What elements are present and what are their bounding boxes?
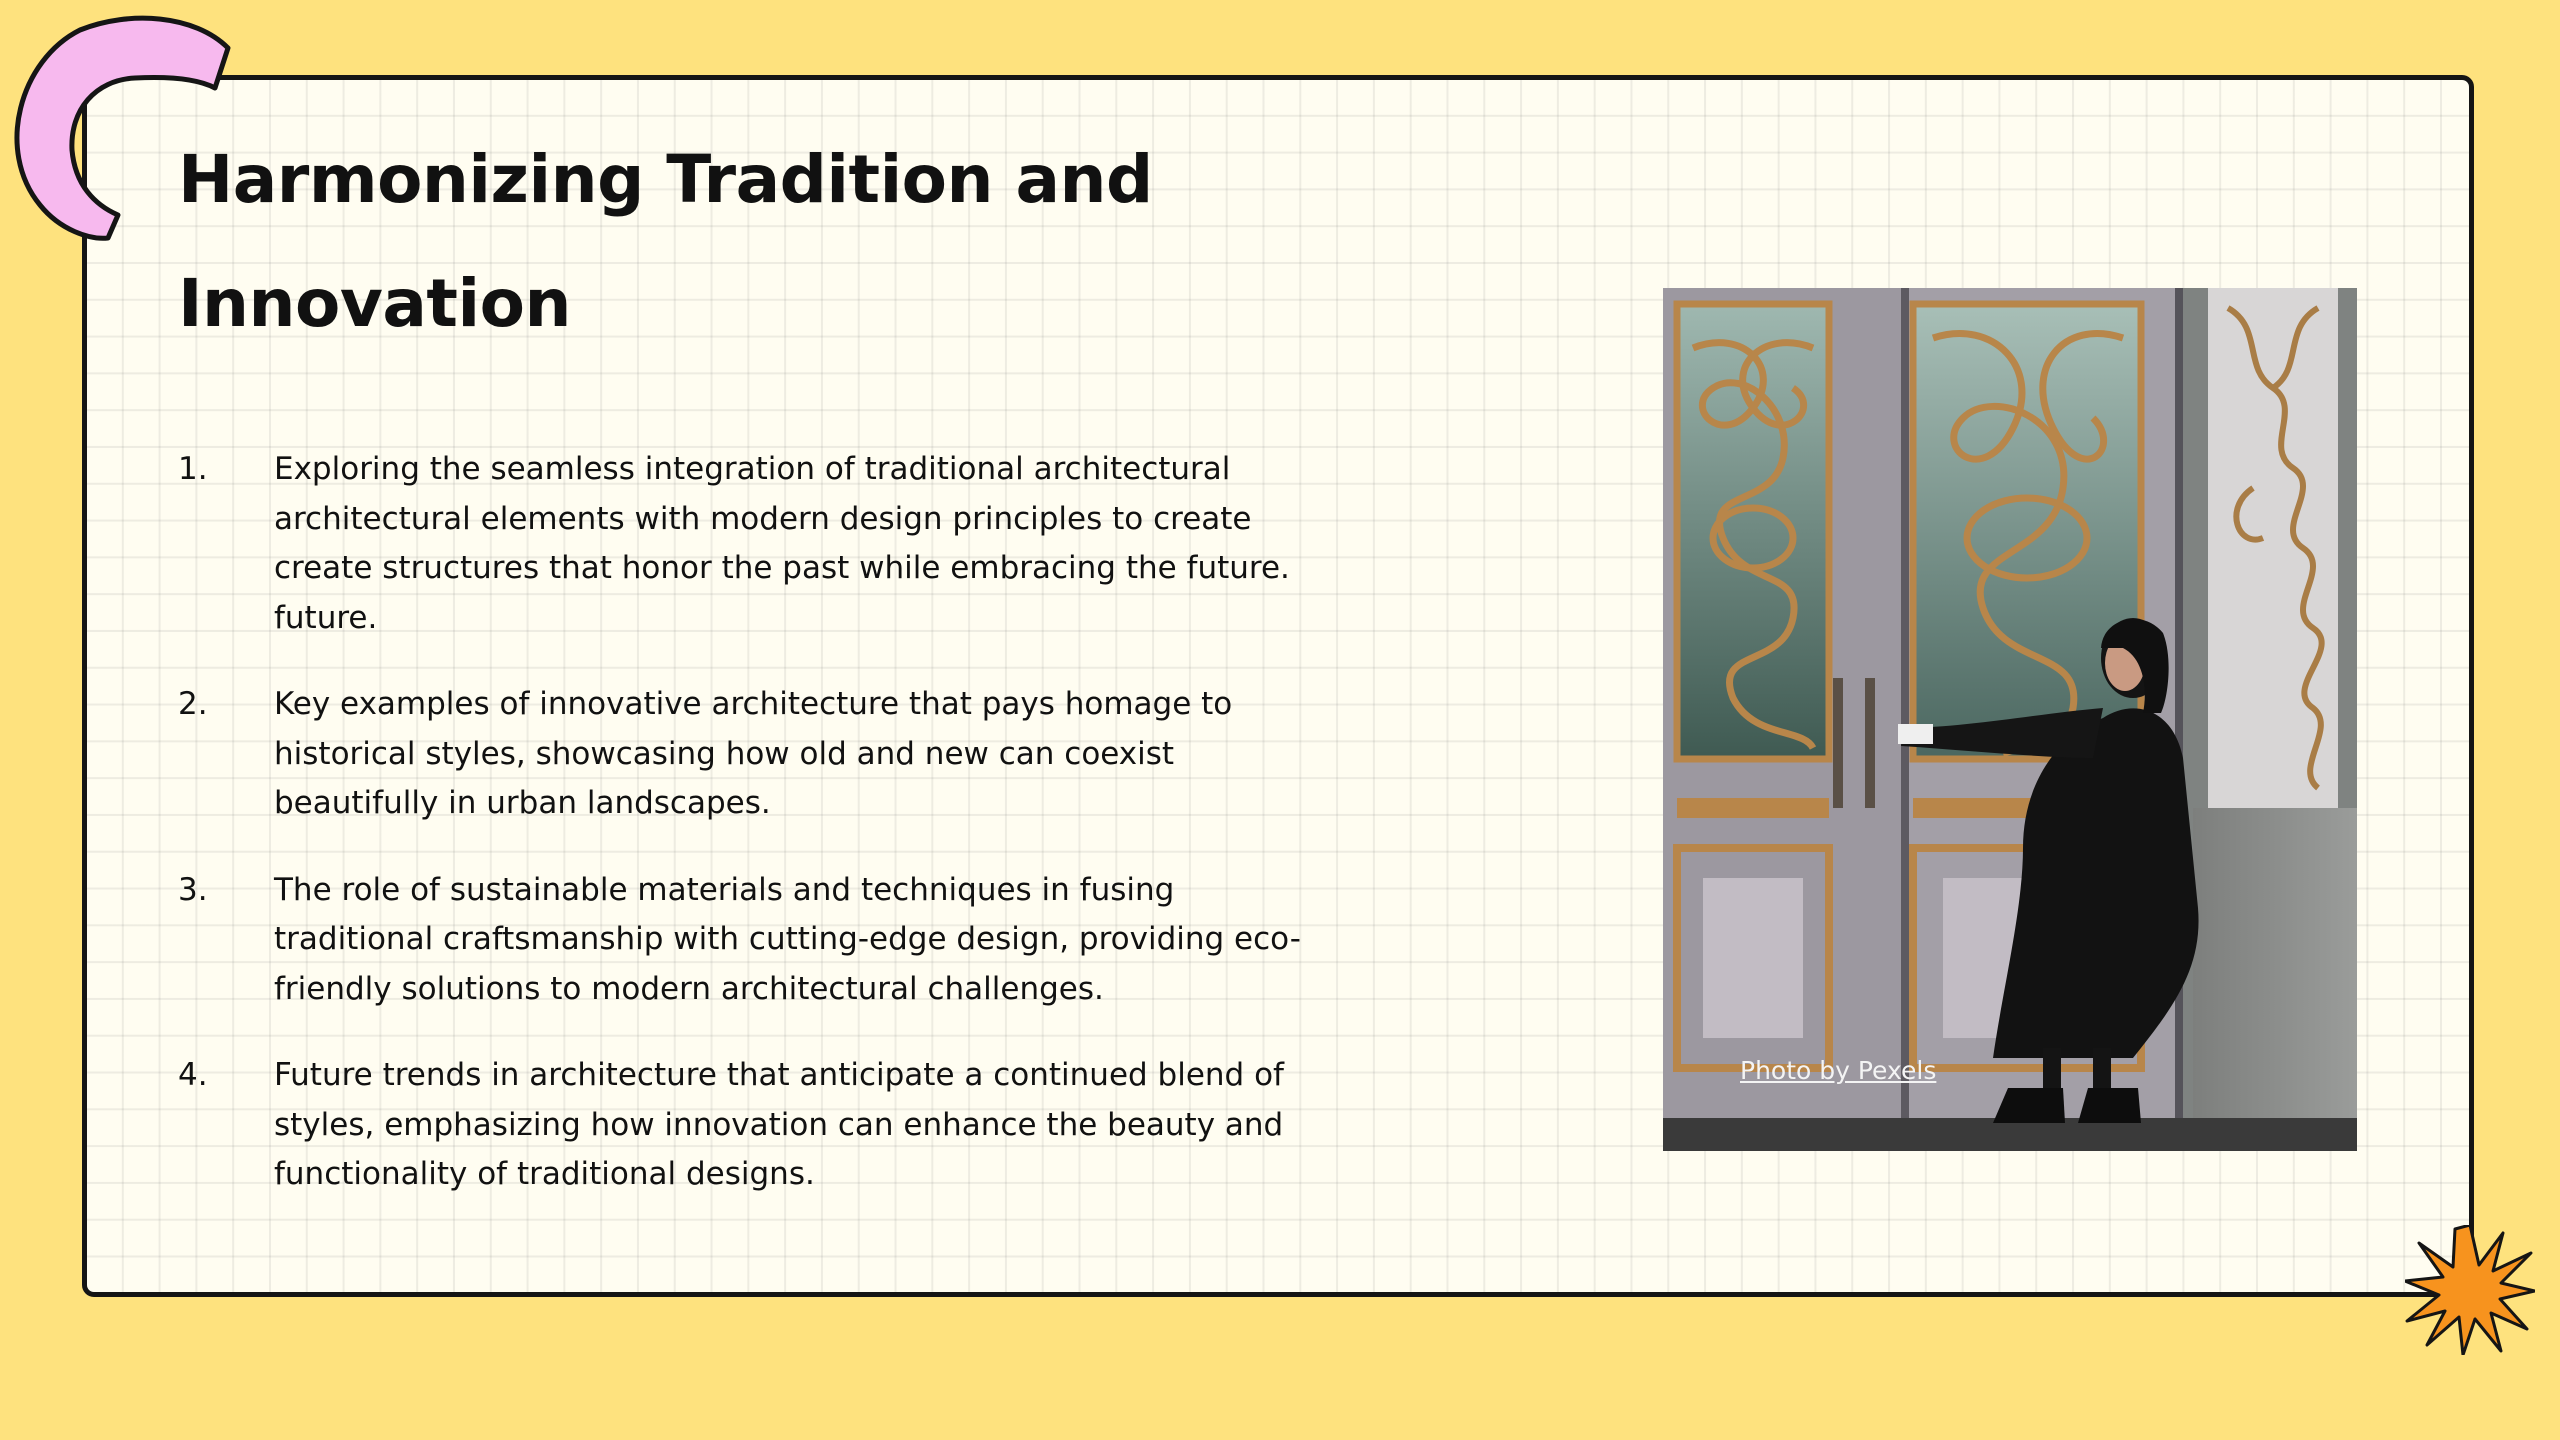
list-item-text: Future trends in architecture that anticipate a continued blend of styles, emphasizing how innovation can enhance the beauty and functionality of traditional designs. <box>274 1057 1284 1192</box>
list-item-number: 2. <box>178 686 208 722</box>
list-item-number: 3. <box>178 871 208 908</box>
list-item <box>178 680 1318 829</box>
list-item <box>178 445 1318 643</box>
list-item-text: The role of sustainable materials and techniques in fusing traditional craftsmanship with cutting-edge design, providing eco-friendly solutions to modern architectural challenges. <box>274 871 1301 1007</box>
photo-credit-link[interactable]: Photo by Pexels <box>1740 1056 1937 1085</box>
orange-sunburst-icon <box>2405 1225 2535 1355</box>
bullet-list <box>178 445 1318 1237</box>
slide-photo <box>1663 288 2357 1151</box>
slide-title: Harmonizing Tradition and Innovation <box>178 141 1153 342</box>
list-item-text: Key examples of innovative architecture that pays homage to historical styles, showcasing how old and new can coexist beautifully in urban landscapes. <box>274 686 1233 821</box>
list-item-text: Exploring the seamless integration of traditional architectural architectural elements with modern design principles to create create structures that honor the past while embracing the future. future. <box>274 451 1290 636</box>
list-item-number: 4. <box>178 1057 208 1093</box>
list-item <box>178 866 1318 1015</box>
photo-illustration <box>1663 288 2357 1151</box>
list-item-number: 1. <box>178 451 208 487</box>
list-item <box>178 1051 1318 1200</box>
